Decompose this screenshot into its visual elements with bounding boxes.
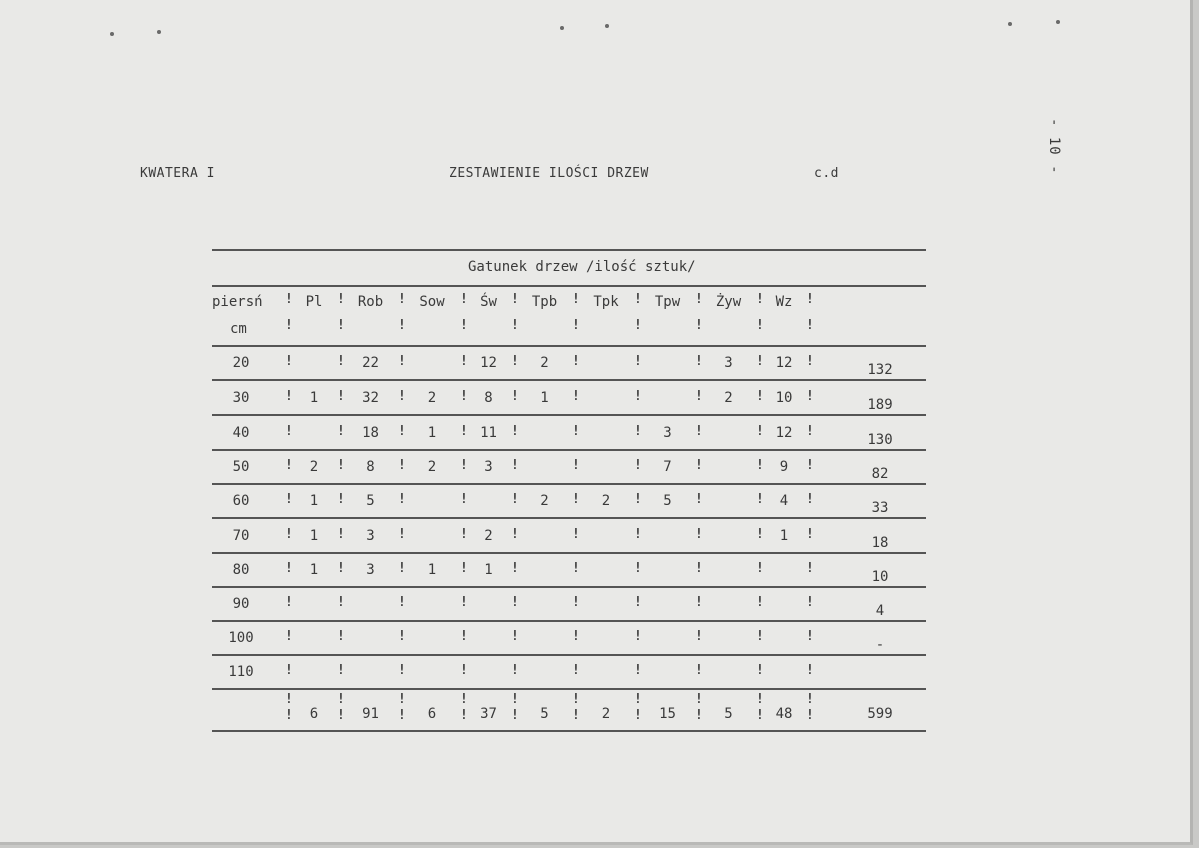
table-cell: 1: [427, 562, 437, 578]
punch-hole-mark: [157, 30, 161, 34]
punch-hole-mark: [1008, 22, 1012, 26]
column-separator: !: [572, 292, 580, 307]
column-separator: !: [695, 692, 703, 707]
column-separator: !: [511, 424, 519, 439]
species-group-header: Gatunek drzew /ilość sztuk/: [468, 259, 696, 275]
column-header-species: Tpk: [593, 294, 619, 310]
table-cell: 12: [775, 355, 793, 371]
sum-cell: 5: [540, 706, 549, 722]
column-separator: !: [756, 424, 764, 439]
column-separator: !: [511, 629, 519, 644]
table-cell: 18: [362, 425, 379, 441]
column-separator: !: [695, 629, 703, 644]
column-separator: !: [634, 708, 642, 723]
column-separator: !: [572, 663, 580, 678]
column-separator: !: [460, 354, 468, 369]
column-separator: !: [756, 292, 764, 307]
table-cell: 8: [366, 459, 375, 475]
table-cell: 7: [663, 459, 672, 475]
column-separator: !: [398, 629, 406, 644]
row-total: 10: [871, 569, 889, 585]
column-separator: !: [460, 318, 468, 333]
column-separator: !: [756, 458, 764, 473]
column-separator: !: [511, 318, 519, 333]
row-total: 82: [871, 466, 889, 482]
column-separator: !: [695, 527, 703, 542]
sum-cell: 91: [362, 706, 379, 722]
row-label: 40: [232, 425, 250, 441]
sum-cell: 37: [480, 706, 497, 722]
column-separator: !: [511, 692, 519, 707]
column-separator: !: [285, 692, 293, 707]
column-header-species: Żyw: [715, 294, 742, 310]
row-label: 110: [228, 664, 254, 680]
column-separator: !: [337, 354, 345, 369]
column-separator: !: [634, 692, 642, 707]
column-separator: !: [460, 292, 468, 307]
column-separator: !: [756, 561, 764, 576]
column-separator: !: [756, 629, 764, 644]
column-separator: !: [756, 354, 764, 369]
column-separator: !: [460, 527, 468, 542]
column-separator: !: [572, 595, 580, 610]
row-total: 18: [871, 535, 889, 551]
column-separator: !: [695, 595, 703, 610]
table-cell: 2: [540, 493, 549, 509]
table-cell: 3: [724, 355, 733, 371]
column-separator: !: [695, 354, 703, 369]
column-separator: !: [285, 527, 293, 542]
table-rule: [212, 654, 926, 656]
column-separator: !: [634, 318, 642, 333]
column-header-species: Św: [480, 294, 497, 310]
table-cell: 1: [540, 390, 549, 406]
table-rule: [212, 285, 926, 287]
table-rule: [212, 345, 926, 347]
table-cell: 2: [427, 459, 437, 475]
column-separator: !: [756, 527, 764, 542]
column-separator: !: [572, 424, 580, 439]
grand-total: 599: [867, 706, 893, 722]
table-cell: 8: [484, 390, 493, 406]
column-separator: !: [756, 692, 764, 707]
sum-cell: 15: [659, 706, 676, 722]
page-number: - 10 -: [1046, 118, 1062, 175]
column-header-diameter: piersń: [212, 294, 263, 310]
table-cell: 2: [309, 459, 319, 475]
column-separator: !: [511, 292, 519, 307]
punch-hole-mark: [605, 24, 609, 28]
table-rule: [212, 517, 926, 519]
column-separator: !: [398, 527, 406, 542]
table-rule: [212, 620, 926, 622]
column-separator: !: [511, 389, 519, 404]
row-label: 50: [232, 459, 250, 475]
table-cell: 3: [663, 425, 672, 441]
column-separator: !: [285, 629, 293, 644]
column-separator: !: [572, 692, 580, 707]
column-separator: !: [634, 424, 642, 439]
column-separator: !: [398, 458, 406, 473]
column-header-species: Rob: [357, 294, 384, 310]
table-cell: 2: [540, 355, 549, 371]
column-header-species: Wz: [775, 294, 793, 310]
column-separator: !: [398, 318, 406, 333]
column-separator: !: [398, 354, 406, 369]
column-separator: !: [511, 708, 519, 723]
column-separator: !: [572, 318, 580, 333]
column-separator: !: [285, 458, 293, 473]
column-separator: !: [572, 458, 580, 473]
column-separator: !: [285, 708, 293, 723]
column-separator: !: [337, 527, 345, 542]
sum-cell: 2: [601, 706, 611, 722]
column-separator: !: [634, 629, 642, 644]
column-separator: !: [806, 692, 814, 707]
column-separator: !: [337, 424, 345, 439]
column-separator: !: [337, 292, 345, 307]
column-separator: !: [806, 629, 814, 644]
column-separator: !: [634, 527, 642, 542]
column-separator: !: [337, 708, 345, 723]
row-total: 33: [871, 500, 889, 516]
table-cell: 2: [484, 528, 493, 544]
table-cell: 5: [663, 493, 672, 509]
column-separator: !: [511, 561, 519, 576]
column-separator: !: [634, 389, 642, 404]
section-label: KWATERA I: [140, 166, 215, 181]
column-separator: !: [634, 595, 642, 610]
column-separator: !: [695, 424, 703, 439]
column-separator: !: [285, 561, 293, 576]
table-rule: [212, 379, 926, 381]
column-separator: !: [398, 561, 406, 576]
row-label: 20: [232, 355, 250, 371]
column-separator: !: [511, 595, 519, 610]
row-label: 70: [232, 528, 250, 544]
column-separator: !: [285, 663, 293, 678]
column-separator: !: [398, 708, 406, 723]
column-separator: !: [285, 318, 293, 333]
column-separator: !: [337, 318, 345, 333]
sum-cell: 48: [775, 706, 793, 722]
table-cell: 3: [366, 562, 375, 578]
column-separator: !: [572, 561, 580, 576]
column-separator: !: [756, 318, 764, 333]
column-separator: !: [756, 708, 764, 723]
table-cell: 12: [480, 355, 497, 371]
column-separator: !: [511, 527, 519, 542]
column-separator: !: [806, 492, 814, 507]
table-cell: 12: [775, 425, 793, 441]
table-cell: 1: [309, 493, 319, 509]
column-separator: !: [511, 663, 519, 678]
column-separator: !: [337, 389, 345, 404]
column-separator: !: [460, 561, 468, 576]
table-rule: [212, 730, 926, 732]
column-separator: !: [695, 318, 703, 333]
punch-hole-mark: [560, 26, 564, 30]
row-label: 90: [232, 596, 250, 612]
column-separator: !: [806, 292, 814, 307]
column-separator: !: [460, 708, 468, 723]
column-separator: !: [511, 354, 519, 369]
column-separator: !: [460, 692, 468, 707]
column-separator: !: [337, 458, 345, 473]
table-cell: 2: [427, 390, 437, 406]
column-separator: !: [806, 354, 814, 369]
column-header-species: Tpb: [531, 294, 558, 310]
table-cell: 2: [601, 493, 611, 509]
column-separator: !: [695, 458, 703, 473]
sum-cell: 6: [309, 706, 319, 722]
table-cell: 3: [484, 459, 493, 475]
punch-hole-mark: [110, 32, 114, 36]
table-rule: [212, 483, 926, 485]
column-separator: !: [511, 458, 519, 473]
table-cell: 2: [724, 390, 733, 406]
table-cell: 32: [362, 390, 379, 406]
table-rule: [212, 552, 926, 554]
column-separator: !: [398, 595, 406, 610]
punch-hole-mark: [1056, 20, 1060, 24]
column-separator: !: [398, 492, 406, 507]
row-total: -: [875, 637, 885, 653]
column-separator: !: [337, 663, 345, 678]
table-cell: 1: [427, 425, 437, 441]
column-separator: !: [285, 595, 293, 610]
row-total: 189: [867, 397, 893, 413]
column-separator: !: [695, 708, 703, 723]
table-cell: 1: [779, 528, 789, 544]
column-separator: !: [756, 663, 764, 678]
column-separator: !: [398, 692, 406, 707]
column-separator: !: [756, 389, 764, 404]
table-cell: 22: [362, 355, 379, 371]
table-cell: 1: [309, 528, 319, 544]
table-cell: 3: [366, 528, 375, 544]
column-separator: !: [634, 458, 642, 473]
column-separator: !: [460, 595, 468, 610]
column-separator: !: [511, 492, 519, 507]
column-separator: !: [337, 561, 345, 576]
column-separator: !: [285, 492, 293, 507]
column-separator: !: [337, 595, 345, 610]
row-total: 130: [867, 432, 893, 448]
column-separator: !: [337, 629, 345, 644]
column-separator: !: [806, 424, 814, 439]
column-separator: !: [634, 354, 642, 369]
row-total: 132: [867, 362, 893, 378]
column-separator: !: [806, 595, 814, 610]
column-separator: !: [806, 708, 814, 723]
column-separator: !: [806, 527, 814, 542]
table-cell: 4: [779, 493, 789, 509]
column-separator: !: [695, 292, 703, 307]
column-header-unit: cm: [230, 321, 247, 337]
column-separator: !: [398, 424, 406, 439]
column-separator: !: [285, 354, 293, 369]
column-separator: !: [285, 389, 293, 404]
column-separator: !: [572, 354, 580, 369]
column-separator: !: [460, 492, 468, 507]
sum-cell: 6: [427, 706, 437, 722]
column-separator: !: [634, 492, 642, 507]
column-separator: !: [460, 629, 468, 644]
column-separator: !: [398, 292, 406, 307]
column-separator: !: [806, 663, 814, 678]
column-separator: !: [634, 663, 642, 678]
column-separator: !: [337, 692, 345, 707]
column-header-species: Tpw: [654, 294, 681, 310]
column-separator: !: [460, 458, 468, 473]
column-separator: !: [806, 458, 814, 473]
column-separator: !: [398, 663, 406, 678]
sum-cell: 5: [724, 706, 733, 722]
column-separator: !: [460, 663, 468, 678]
column-separator: !: [460, 389, 468, 404]
column-separator: !: [398, 389, 406, 404]
column-separator: !: [634, 561, 642, 576]
table-rule: [212, 586, 926, 588]
column-separator: !: [572, 492, 580, 507]
column-separator: !: [572, 629, 580, 644]
column-separator: !: [285, 292, 293, 307]
row-label: 60: [232, 493, 250, 509]
table-cell: 1: [484, 562, 493, 578]
table-cell: 10: [775, 390, 793, 406]
column-separator: !: [756, 492, 764, 507]
row-total: 4: [875, 603, 885, 619]
table-cell: 5: [366, 493, 375, 509]
table-cell: 11: [480, 425, 497, 441]
column-separator: !: [806, 389, 814, 404]
column-separator: !: [806, 561, 814, 576]
table-rule: [212, 249, 926, 251]
table-rule: [212, 688, 926, 690]
column-separator: !: [572, 389, 580, 404]
table-cell: 9: [779, 459, 789, 475]
table-cell: 1: [309, 562, 319, 578]
column-header-species: Pl: [305, 294, 323, 310]
table-rule: [212, 414, 926, 416]
row-label: 100: [228, 630, 254, 646]
column-separator: !: [572, 708, 580, 723]
column-separator: !: [460, 424, 468, 439]
column-separator: !: [285, 424, 293, 439]
row-label: 30: [232, 390, 250, 406]
row-label: 80: [232, 562, 250, 578]
column-separator: !: [695, 663, 703, 678]
column-header-species: Sow: [419, 294, 445, 310]
column-separator: !: [695, 561, 703, 576]
continued-marker: c.d: [814, 166, 839, 181]
column-separator: !: [337, 492, 345, 507]
column-separator: !: [572, 527, 580, 542]
table-cell: 1: [309, 390, 319, 406]
document-title: ZESTAWIENIE ILOŚCI DRZEW: [449, 166, 649, 181]
column-separator: !: [756, 595, 764, 610]
column-separator: !: [634, 292, 642, 307]
column-separator: !: [695, 492, 703, 507]
column-separator: !: [695, 389, 703, 404]
table-rule: [212, 449, 926, 451]
column-separator: !: [806, 318, 814, 333]
